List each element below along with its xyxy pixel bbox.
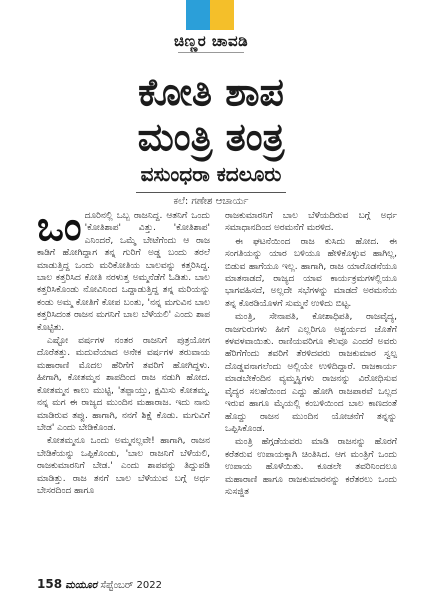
illustrator-credit: ಕಲೆ: ಗಣೇಶ ಆಚಾರ್ಯ [173, 196, 249, 207]
story-title-line-2: ಮಂತ್ರಿ ತಂತ್ರ [137, 115, 285, 159]
page-footer [37, 577, 162, 591]
drop-cap: ಒಂ [37, 204, 82, 250]
page-number: 158 [37, 577, 63, 591]
paragraph-text: ದೂರಿನಲ್ಲಿ ಒಬ್ಬ ರಾಜನಿದ್ದ. ಆತನಿಗೆ ಒಂದು 'ಕೋತಿಶಾಪ' ವಿತ್ತು. 'ಕೋತಿಶಾಪ' ಎನಿಂದರೆ, ಒಮ್ಮೆ ಬೇಟೆಗೆಂದು ಆ ರಾಜ ಕಾಡಿಗೆ ಹೋಗಿದ್ದಾಗ ತನ್ನ ಗುರಿಗೆ ಅಡ್ಡ ಬಂದು ತರಲೆ ಮಾಡುತ್ತಿದ್ದ ಒಂದು ಮರಿಕೋತಿಯ ಬಾಲವನ್ನು ಕತ್ತರಿಸಿದ್ದ. ಬಾಲ ಕತ್ತರಿಸಿದ ಕೋತಿ ನರಳುತ್ತ ಅಮ್ಮನೆಡೆಗೆ ಓಡಿತು. ಬಾಲ ಕತ್ತರಿಸಿಕೊಂಡು ನೋವಿನಿಂದ ಒದ್ದಾಡುತ್ತಿದ್ದ ತನ್ನ ಮರಿಯನ್ನು ಕಂಡು ಅಮ್ಮ ಕೋತಿಗೆ ಕೋಪ ಬಂತು, 'ನನ್ನ ಮಗುವಿನ ಬಾಲ ಕತ್ತರಿಸಿದಂತ ರಾಜನ ಮಗನಿಗೆ ಬಾಲ ಬೆಳೆಯಲಿ' ಎಂದು ಶಾಪ ಕೊಟ್ಟಿತು. [37, 211, 210, 333]
section-label: ಚಿಣ್ಣರ ಚಾವಡಿ [173, 32, 249, 50]
article-paragraph: ಈ ಘಟನೆಯಿಂದ ರಾಜ ಕುಸಿದು ಹೋದ. ಈ ಸಂಗತಿಯನ್ನು ಯಾರ ಬಳಿಯೂ ಹೇಳಿಕೊಳ್ಳುವ ಹಾಗಿಲ್ಲ, ಬಿಡುವ ಹಾಗೆಯೂ ಇಲ್ಲ. ಹಾಗಾಗಿ, ರಾಜ ಯಾರೊಡನೆಯೂ ಮಾತನಾಡದೆ, ರಾಜ್ಯದ ಯಾವ ಕಾರ್ಯಕ್ರಮಗಳಲ್ಲಿಯೂ ಭಾಗವಹಿಸದೆ, ಅಲ್ಲದೇ ಸಭೆಗಳನ್ನು ಮಾಡದೆ ಅರಮನೆಯ ತನ್ನ ಕೊಠಡಿಯೊಳಗೆ ಸುಮ್ಮನೆ ಉಳಿದು ಬಿಟ್ಟ. [225, 236, 397, 309]
magazine-name: ಮಯೂರ [65, 580, 98, 591]
article-paragraph: ರಾಜಕುಮಾರನಿಗೆ ಬಾಲ ಬೆಳೆಯದಿರುವ ಬಗ್ಗೆ ಅರ್ಧ ಸಮಾಧಾನದಿಂದ ಅರಮನೆಗೆ ಮರಳಿದ. [225, 211, 397, 234]
section-color-bar-yellow [210, 0, 234, 30]
article-paragraph: ಮಂತ್ರಿ ಹೆಗ್ಗಡೆಯವರು ಮಾಡಿ ರಾಜನನ್ನು ಹೊರಗೆ ಕರೆತರುವ ಉಪಾಯಕ್ಕಾಗಿ ಚಿಂತಿಸಿದ. ಆಗ ಮಂತ್ರಿಗೆ ಒಂದು ಉಪಾಯ ಹೊಳೆಯಿತು. ಕೂಡಲೇ ತವರಿನಿಂದಲೂ ಮಹಾರಾಣಿ ಹಾಗೂ ರಾಜಕುಮಾರನನ್ನು ಕರೆತರಲು ಒಂದು ಸುಸಜ್ಜಿತ [225, 437, 397, 497]
article-paragraph: ಕೋತಮ್ಮನೂ ಒಂದು ಅಮ್ಮನಲ್ಲವೇ! ಹಾಗಾಗಿ, ರಾಜನ ಬೇಡಿಕೆಯನ್ನು ಒಪ್ಪಿಕೊಂಡು, 'ಬಾಲ ರಾಜನಿಗೆ ಬೆಳೆಯಲಿ, ರಾಜಕುಮಾರನಿಗೆ ಬೇಡ.' ಎಂದು ಶಾಪವನ್ನು ತಿದ್ದುಪಡಿ ಮಾಡಿತ್ತು. ರಾಜ ತನಗೆ ಬಾಲ ಬೆಳೆಯುವ ಬಗ್ಗೆ ಅರ್ಧ ಬೇಸರದಿಂದ ಹಾಗೂ [37, 436, 210, 496]
article-paragraph: ಮಂತ್ರಿ, ಸೇನಾಪತಿ, ಕೋಶಾಧಿಪತಿ, ರಾಜವೈದ್ಯ, ರಾಜಗುರುಗಳು ಹೀಗೆ ಎಲ್ಲರಿಗೂ ಅಶ್ಚರ್ಯದ ಜೊತೆಗೆ ಕಳವಳವಾಯಿತು. ರಾಣಿಯವರಿಗೂ ಕೆಲವೂ ಎಂದರೆ ಅವರು ಹೆರಿಗೆಗೆಂದು ತವರಿಗೆ ತೆರಳಿದವರು ರಾಜಕುಮಾರ ಸ್ವಲ್ಪ ದೊಡ್ಡವನಾಗಲೆಂದು ಅಲ್ಲಿಯೇ ಉಳಿದಿದ್ದಾರೆ. ರಾಜಕಾರ್ಯ ಮಾಡಬೇಕೆಂದಿನ ವ್ಯಮ್ಮಸ್ಥಿಗಳು ರಾಜನನ್ನು ವಿರೋಧಿಸುವ ವೈದ್ಯರ ಸಲಹೆಯಿಂದ ಎದ್ದು ಹೋಗಿ ರಾಜಪಾಠವೆ ಒಲ್ಲದ ಇರುವ ಹಾಗೂ ಮೈಯಲ್ಲಿ ಕಂಬಳಿಯಿಂದ ಬಾಲ ಕಾಣದಂತೆ ಹೊದ್ದು ರಾಜನ ಮುಂದಿನ ಯೋಚನೆಗೆ ತನ್ನನ್ನು ಒಪ್ಪಿಸಿಕೊಂಡ. [225, 312, 397, 434]
article-paragraph [37, 204, 210, 334]
author-name: ವಸುಂಧರಾ ಕದಲೂರು [140, 162, 282, 186]
section-color-bar-blue [186, 0, 210, 30]
author-divider [136, 192, 286, 193]
article-column-left [37, 204, 210, 498]
issue-date: ಸೆಪ್ಟೆಂಬರ್ 2022 [100, 580, 162, 591]
section-divider [178, 52, 244, 53]
story-title-line-1: ಕೋತಿ ಶಾಪ [138, 70, 284, 114]
article-column-right [225, 210, 397, 499]
article-paragraph: ಎಷ್ಟೋ ವರ್ಷಗಳ ನಂತರ ರಾಜನಿಗೆ ಪುತ್ರಯೋಗ ದೊರೆತತ್ತು. ಮದುವೆಯಾದ ಅನೇಕ ವರ್ಷಗಳ ತರುವಾಯ ಮಹಾರಾಣಿ ಮೊದಲ ಹೆರಿಗೆಗೆ ತವರಿಗೆ ಹೋಗಿದ್ದಳು. ಹೀಗಾಗಿ, ಕೋತಮ್ಮನ ಶಾಪದಿಂದ ರಾಜ ನಡುಗಿ ಹೋದ. ಕೋತಮ್ಮನ ಕಾಲು ಮುಟ್ಟಿ, 'ತಪ್ಪಾಯ್ತು, ಕ್ಷಮಿಸು ಕೋತಮ್ಮ. ನನ್ನ ಮಗ ಈ ರಾಜ್ಯದ ಮುಂದಿನ ಮಹಾರಾಜ. ಇದು ನಾನು ಮಾಡಿರುವ ತಪ್ಪು. ಹಾಗಾಗಿ, ನನಗೆ ಶಿಕ್ಷೆ ಕೊಡು. ಮಗುವಿಗೆ ಬೇಡ' ಎಂದು ಬೇಡಿಕೊಂಡ. [37, 336, 210, 433]
